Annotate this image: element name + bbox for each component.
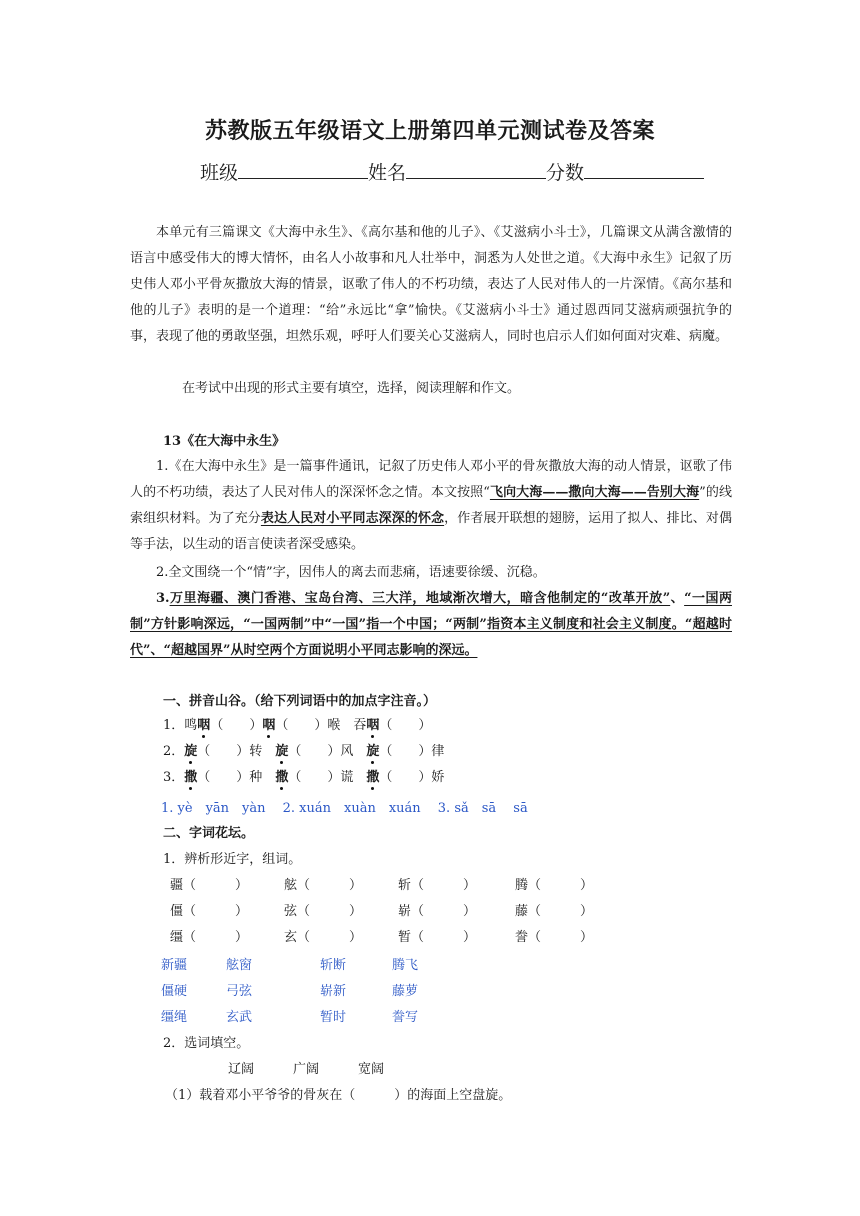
- grid-cell: 崭（ ）: [398, 904, 477, 919]
- student-info-line: [200, 158, 704, 185]
- answer-cell: 玄武: [226, 1010, 253, 1025]
- lesson-item-2: 2.全文围绕一个“情”字，因伟人的离去而悲痛，语速要徐缓、沉稳。: [156, 565, 546, 580]
- pinyin-row-2: 2．旋（ ）转 旋（ ）风 旋（ ）律: [163, 740, 444, 759]
- intro-exam-forms: 在考试中出现的形式主要有填空，选择，阅读理解和作文。: [182, 381, 521, 396]
- pinyin-answer: 1. yè yān yàn 2. xuán xuàn xuán 3. sǎ sā sā: [161, 801, 528, 816]
- name-blank[interactable]: [406, 158, 546, 179]
- answer-cell: 斩断: [320, 958, 347, 973]
- section2-heading: 二、字词花坛。: [163, 826, 255, 841]
- page-title: 苏教版五年级语文上册第四单元测试卷及答案: [204, 118, 655, 144]
- grid-cell: 缰（ ）: [170, 930, 249, 945]
- answer-cell: 藤萝: [392, 984, 419, 999]
- grid-cell: 僵（ ）: [170, 904, 249, 919]
- grid-cell: 玄（ ）: [284, 930, 363, 945]
- lesson-heading: 13《在大海中永生》: [163, 434, 286, 449]
- grid-cell: 疆（ ）: [170, 878, 249, 893]
- score-label: 分数: [546, 162, 585, 184]
- grid-cell: 斩（ ）: [398, 878, 477, 893]
- class-blank[interactable]: [238, 158, 368, 179]
- answer-cell: 崭新: [320, 984, 347, 999]
- class-label: 班级: [200, 162, 239, 184]
- lesson-item-1: 1.《在大海中永生》是一篇事件通讯，记叙了历史伟人邓小平的骨灰撒放大海的动人情景，讴歌了伟人的不朽功绩，表达了人民对伟人的深深怀念之情。本文按照“飞向大海——撒向大海——告别大海”的线索组织材料。为了充分表达人民对小平同志深深的怀念，作者展开联想的翅膀，运用了拟人、排比、对偶等手法，以生动的语言使读者深受感染。: [130, 459, 732, 552]
- grid-cell: 腾（ ）: [515, 878, 594, 893]
- answer-cell: 誊写: [392, 1010, 419, 1025]
- clue-text: 飞向大海——撒向大海——告别大海: [489, 485, 700, 500]
- answer-cell: 新疆: [161, 958, 188, 973]
- intro-paragraph: 本单元有三篇课文《大海中永生》、《高尔基和他的儿子》、《艾滋病小斗士》，几篇课文从满含激情的语言中感受伟大的博大情怀，由名人小故事和凡人壮举中，洞悉为人处世之道。《大海中永生》记叙了历史伟人邓小平骨灰撒放大海的情景，讴歌了伟人的不朽功绩，表达了人民对伟人的一片深情。《高尔基和他的儿子》表明的是一个道理：“给”永远比“拿”愉快。《艾滋病小斗士》通过恩西同艾滋病顽强抗争的事，表现了他的勇敢坚强，坦然乐观，呼吁人们要关心艾滋病人，同时也启示人们如何面对灾难、病魔。: [130, 225, 732, 344]
- grid-cell: 藤（ ）: [515, 904, 594, 919]
- grid-cell: 弦（ ）: [284, 904, 363, 919]
- answer-cell: 弓弦: [226, 984, 253, 999]
- answer-cell: 僵硬: [161, 984, 188, 999]
- grid-cell: 暂（ ）: [398, 930, 477, 945]
- section1-heading: 一、拼音山谷。（给下列词语中的加点字注音。）: [163, 694, 437, 709]
- answer-cell: 暂时: [320, 1010, 347, 1025]
- lesson-item-3: 3.万里海疆、澳门香港、宝岛台湾、三大洋，地域渐次增大，暗含他制定的“改革开放”、“一国两制”方针影响深远，“一国两制”中“一国”指一个中国；“两制”指资本主义制度和社会主义制度。“超越时代”、“超越国界”从时空两个方面说明小平同志影响的深远。: [130, 591, 732, 658]
- section2-sub1: 1．辨析形近字，组词。: [163, 852, 302, 867]
- emotion-text: 表达人民对小平同志深深的怀念: [260, 511, 445, 526]
- section2-sub2: 2．选词填空。: [163, 1036, 250, 1051]
- grid-cell: 舷（ ）: [284, 878, 363, 893]
- answer-cell: 腾飞: [392, 958, 419, 973]
- answer-cell: 缰绳: [161, 1010, 188, 1025]
- pinyin-row-1: 1．鸣咽（ ）咽（ ）喉 吞咽（ ）: [163, 714, 431, 733]
- word-choices: 辽阔 广阔 宽阔: [228, 1062, 385, 1077]
- fill-question-1: （1）载着邓小平爷爷的骨灰在（ ）的海面上空盘旋。: [165, 1088, 512, 1103]
- name-label: 姓名: [368, 162, 407, 184]
- answer-cell: 舷窗: [226, 958, 253, 973]
- pinyin-row-3: 3．撒（ ）种 撒（ ）谎 撒（ ）娇: [163, 766, 444, 785]
- score-blank[interactable]: [584, 158, 704, 179]
- grid-cell: 誊（ ）: [515, 930, 594, 945]
